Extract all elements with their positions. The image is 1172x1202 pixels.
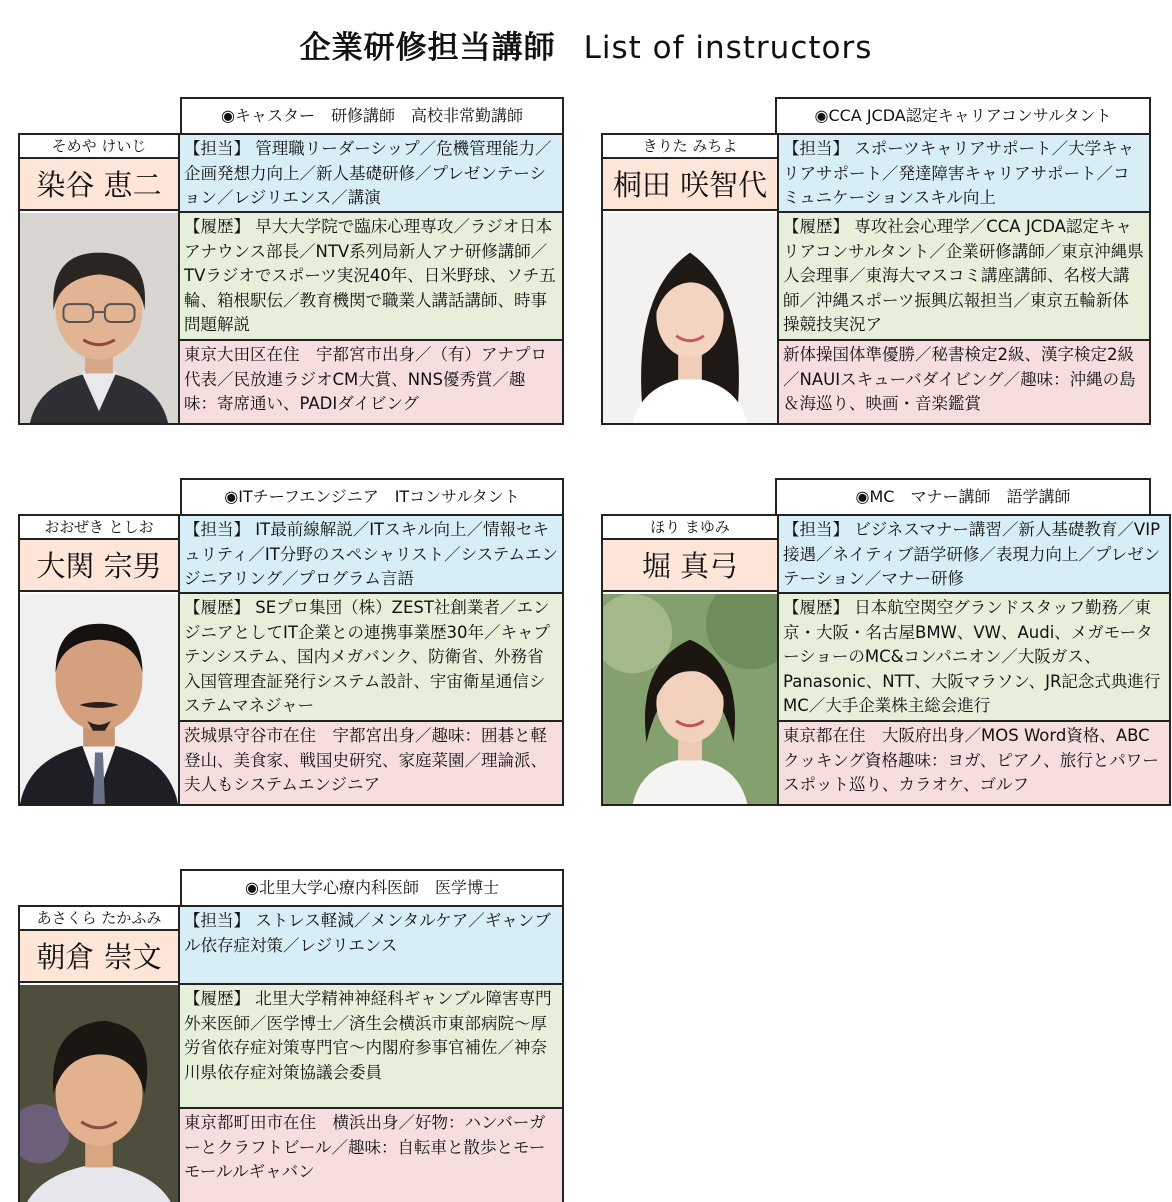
instructor-name: 桐田 咲智代 <box>603 159 777 211</box>
history-section: 【履歴】 SEプロ集団（株）ZEST社創業者／エンジニアとしてIT企業との連携事業歴30年／キャプテンシステム、国内メガバンク、防衛省、外務省入国管理査証発行システム設計、宇宙衛星通信システムマネジャー <box>180 594 562 722</box>
credentials-label: ◉ITチーフエンジニア ITコンサルタント <box>180 478 564 516</box>
role-section: 【担当】 管理職リーダーシップ／危機管理能力／企画発想力向上／新人基礎研修／プレゼンテーション／レジリエンス／講演 <box>180 135 562 213</box>
instructor-photo <box>20 594 178 804</box>
identity-column <box>20 135 180 423</box>
name-reading: おおぜき としお <box>20 516 178 540</box>
profile-section: 茨城県守谷市在住 宇都宮出身／趣味：囲碁と軽登山、美食家、戦国史研究、家庭菜園／理論派、夫人もシステムエンジニア <box>180 722 562 804</box>
identity-column <box>20 516 180 804</box>
detail-column <box>180 135 562 423</box>
instructor-photo <box>603 594 777 804</box>
history-section: 【履歴】 北里大学精神神経科ギャンブル障害専門外来医師／医学博士／済生会横浜市東部病院～厚労省依存症対策専門官～内閣府参事官補佐／神奈川県依存症対策協議会委員 <box>180 985 562 1109</box>
instructor-name: 堀 真弓 <box>603 540 777 592</box>
instructor-photo <box>20 985 178 1202</box>
detail-column <box>779 516 1169 804</box>
history-section: 【履歴】 日本航空関空グランドスタッフ勤務／東京・大阪・名古屋BMW、VW、Audi、メガモーターショーのMC&コンパニオン／大阪ガス、Panasonic、NTT、大阪マラソン、JR記念式典進行MC／大手企業株主総会進行 <box>779 594 1169 722</box>
role-section: 【担当】 IT最前線解説／ITスキル向上／情報セキュリティ／IT分野のスペシャリスト／システムエンジニアリング／プログラム言語 <box>180 516 562 594</box>
credentials-label: ◉MC マナー講師 語学講師 <box>775 478 1151 516</box>
instructor-body <box>601 514 1171 806</box>
profile-section: 東京都在住 大阪府出身／MOS Word資格、ABCクッキング資格趣味：ヨガ、ピアノ、旅行とパワースポット巡り、カラオケ、ゴルフ <box>779 722 1169 804</box>
name-reading: あさくら たかふみ <box>20 907 178 931</box>
identity-column <box>603 516 779 804</box>
name-reading: そめや けいじ <box>20 135 178 159</box>
detail-column <box>779 135 1149 423</box>
credentials-label: ◉キャスター 研修講師 高校非常勤講師 <box>180 97 564 135</box>
credentials-label: ◉北里大学心療内科医師 医学博士 <box>180 869 564 907</box>
history-section: 【履歴】 専攻社会心理学／CCA JCDA認定キャリアコンサルタント／企業研修講師／東京沖縄県人会理事／東海大マスコミ講座講師、名桜大講師／沖縄スポーツ振興広報担当／東京五輪新体操競技実況ア <box>779 213 1149 341</box>
profile-section: 東京都町田市在住 横浜出身／好物：ハンバーガーとクラフトビール／趣味：自転車と散歩とモーモールルギャバン <box>180 1109 562 1202</box>
instructor-body <box>18 514 564 806</box>
instructor-body <box>18 133 564 425</box>
instructor-body <box>18 905 564 1202</box>
profile-section: 新体操国体準優勝／秘書検定2級、漢字検定2級／NAUIスキューバダイビング／趣味：沖縄の島＆海巡り、映画・音楽鑑賞 <box>779 341 1149 423</box>
page-title-english: List of instructors <box>583 30 873 66</box>
identity-column <box>20 907 180 1202</box>
name-reading: ほり まゆみ <box>603 516 777 540</box>
credentials-label: ◉CCA JCDA認定キャリアコンサルタント <box>775 97 1151 135</box>
history-section: 【履歴】 早大大学院で臨床心理専攻／ラジオ日本アナウンス部長／NTV系列局新人アナ研修講師／TVラジオでスポーツ実況40年、日米野球、ソチ五輪、箱根駅伝／教育機関で職業人講話講師、時事問題解説 <box>180 213 562 341</box>
identity-column <box>603 135 779 423</box>
role-section: 【担当】 ビジネスマナー講習／新人基礎教育／VIP接遇／ネイティブ語学研修／表現力向上／プレゼンテーション／マナー研修 <box>779 516 1169 594</box>
detail-column <box>180 516 562 804</box>
role-section: 【担当】 スポーツキャリアサポート／大学キャリアサポート／発達障害キャリアサポート／コミュニケーションスキル向上 <box>779 135 1149 213</box>
instructor-name: 染谷 恵二 <box>20 159 178 211</box>
role-section: 【担当】 ストレス軽減／メンタルケア／ギャンブル依存症対策／レジリエンス <box>180 907 562 985</box>
page-title-japanese: 企業研修担当講師 <box>299 30 556 66</box>
instructor-name: 大関 宗男 <box>20 540 178 592</box>
instructor-name: 朝倉 崇文 <box>20 931 178 983</box>
profile-section: 東京大田区在住 宇都宮市出身／（有）アナプロ代表／民放連ラジオCM大賞、NNS優秀賞／趣味：寄席通い、PADIダイビング <box>180 341 562 423</box>
name-reading: きりた みちよ <box>603 135 777 159</box>
instructor-body <box>601 133 1151 425</box>
instructor-photo <box>20 213 178 423</box>
instructor-photo <box>603 213 777 423</box>
page-title <box>0 22 1172 67</box>
detail-column <box>180 907 562 1202</box>
